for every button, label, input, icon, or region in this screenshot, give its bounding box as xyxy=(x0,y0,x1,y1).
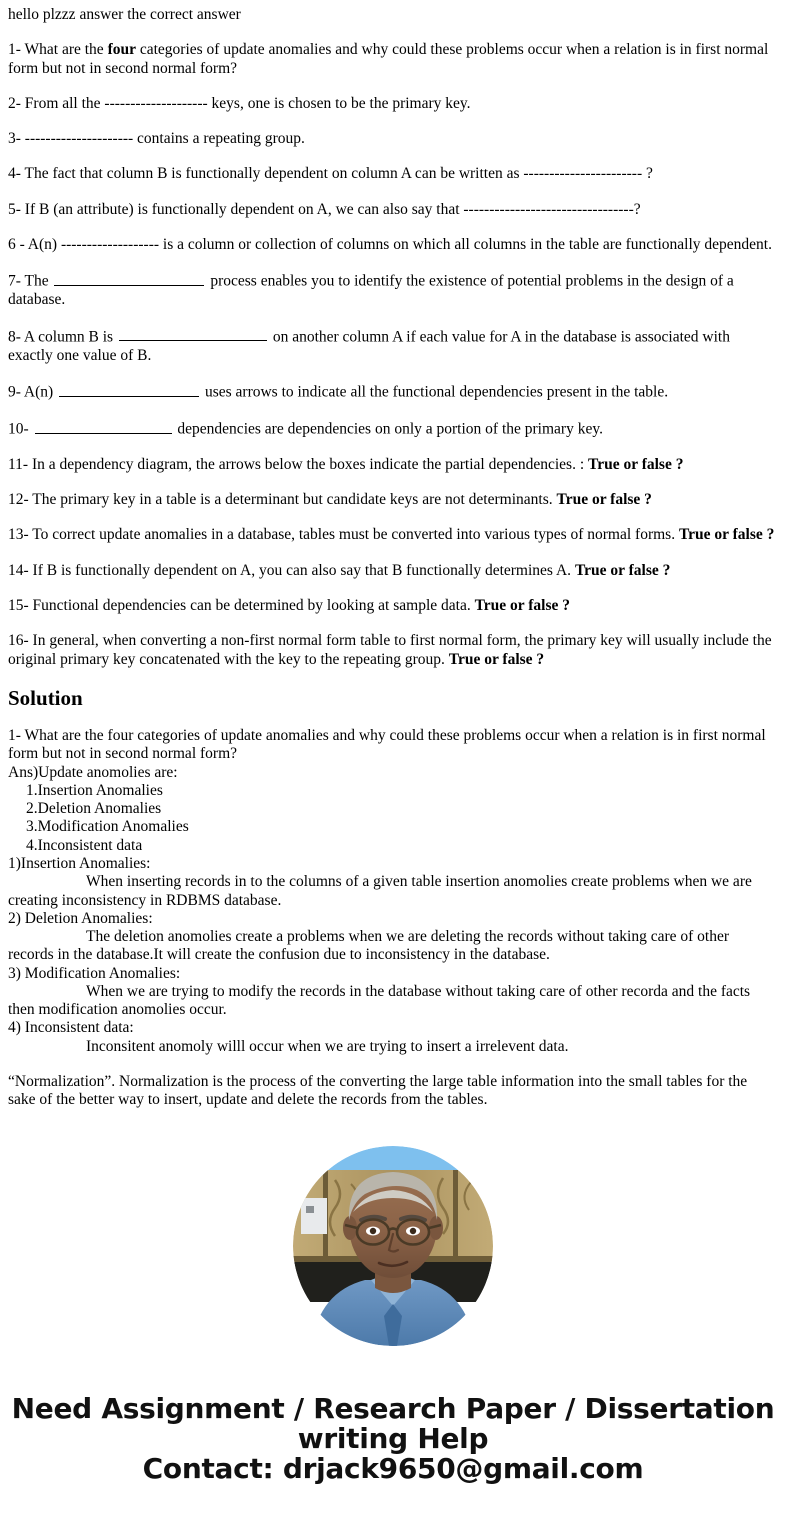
question-12-true-or-false: True or false ? xyxy=(556,491,652,509)
question-4: 4- The fact that column B is functionally dependent on column A can be written as ----------------------- ? xyxy=(8,165,653,183)
question-1-suffix: categories of update anomalies and why could these problems occur when a relation is in first normal form but not in second normal form? xyxy=(8,41,769,77)
question-13 xyxy=(8,526,778,544)
question-7-before: 7- The xyxy=(8,272,53,290)
solution-section-2-body: The deletion anomolies create a problems when we are deleting the records without taking care of other records in the database.It will create the confusion due to inconsistency in the database. xyxy=(8,928,730,964)
solution-section-1-label: 1)Insertion Anomalies: xyxy=(8,854,151,872)
anomaly-list-item-2: 2.Deletion Anomalies xyxy=(26,800,162,818)
footer-line-1: Need Assignment / Research Paper / Dissertation xyxy=(11,1391,775,1425)
question-10-after: dependencies are dependencies on only a portion of the primary key. xyxy=(173,420,603,438)
question-2: 2- From all the -------------------- keys, one is chosen to be the primary key. xyxy=(8,94,471,112)
question-16 xyxy=(8,632,778,669)
question-11-text: 11- In a dependency diagram, the arrows below the boxes indicate the partial dependencies. : xyxy=(8,455,589,473)
question-9 xyxy=(8,382,778,402)
question-7 xyxy=(8,271,778,309)
question-14-true-or-false: True or false ? xyxy=(574,561,671,579)
question-8-blank xyxy=(119,327,267,342)
question-1-prefix: 1- What are the xyxy=(8,41,108,59)
question-16-text: 16- In general, when converting a non-first normal form table to first normal form, the primary key will usually include the original primary key concatenated with the key to the repeating group. xyxy=(8,632,772,668)
question-11 xyxy=(8,456,778,474)
solution-section-3-body: When we are trying to modify the records in the database without taking care of other recorda and the facts then modification anomolies occur. xyxy=(8,982,751,1019)
question-12 xyxy=(8,491,778,509)
intro-line: hello plzzz answer the correct answer xyxy=(8,6,241,23)
anomaly-list-item-3: 3.Modification Anomalies xyxy=(26,818,189,836)
question-7-blank xyxy=(54,271,204,286)
solution-section-4-label: 4) Inconsistent data: xyxy=(8,1019,134,1037)
solution-spacer xyxy=(8,1056,778,1073)
question-11-true-or-false: True or false ? xyxy=(588,455,684,473)
question-5: 5- If B (an attribute) is functionally dependent on A, we can also say that ---------------------------------? xyxy=(8,200,641,218)
solution-heading: Solution xyxy=(8,685,83,710)
question-14 xyxy=(8,562,778,580)
question-10-before: 10- xyxy=(8,420,33,438)
question-9-after: uses arrows to indicate all the functional dependencies present in the table. xyxy=(201,383,669,401)
question-9-before: 9- A(n) xyxy=(8,383,58,401)
question-8-before: 8- A column B is xyxy=(8,328,117,346)
footer-line-3: Contact: drjack9650@gmail.com xyxy=(142,1452,644,1486)
question-10 xyxy=(8,419,778,439)
question-6: 6 - A(n) ------------------- is a column or collection of columns on which all columns in the table are functionally dependent. xyxy=(8,235,772,253)
question-10-blank xyxy=(35,419,172,434)
solution-section-1-body: When inserting records in to the columns of a given table insertion anomolies create problems when we are creating inconsistency in RDBMS database. xyxy=(8,873,752,909)
question-13-text: 13- To correct update anomalies in a database, tables must be converted into various types of normal forms. xyxy=(8,526,679,544)
anomaly-list-item-4: 4.Inconsistent data xyxy=(26,836,143,854)
question-3: 3- --------------------- contains a repeating group. xyxy=(8,130,305,148)
question-16-true-or-false: True or false ? xyxy=(448,650,545,668)
profile-photo-icon xyxy=(293,1146,493,1346)
solution-closing: “Normalization”. Normalization is the process of the converting the large table information into the small tables for the sake of the better way to insert, update and delete the records from the tables. xyxy=(8,1073,748,1109)
question-13-true-or-false: True or false ? xyxy=(678,526,775,544)
question-12-text: 12- The primary key in a table is a determinant but candidate keys are not determinants. xyxy=(8,491,557,509)
avatar-container xyxy=(8,1146,778,1346)
footer-advert xyxy=(8,1391,778,1509)
question-15-true-or-false: True or false ? xyxy=(474,596,570,614)
question-9-blank xyxy=(59,382,199,397)
anomaly-list-item-1: 1.Insertion Anomalies xyxy=(26,781,163,799)
solution-body xyxy=(8,727,778,1110)
solution-section-3-label: 3) Modification Anomalies: xyxy=(8,964,181,982)
question-15 xyxy=(8,597,778,615)
solution-section-2-label: 2) Deletion Anomalies: xyxy=(8,909,153,927)
question-1-bold-word: four xyxy=(107,41,136,59)
question-8 xyxy=(8,327,778,365)
question-7-after: process enables you to identify the existence of potential problems in the design of a database. xyxy=(8,272,734,309)
footer-line-2: writing Help xyxy=(297,1421,489,1455)
question-8-after: on another column A if each value for A in the database is associated with exactly one value of B. xyxy=(8,328,730,364)
solution-restated-question: 1- What are the four categories of update anomalies and why could these problems occur when a relation is in first normal form but not in second normal form? xyxy=(8,726,766,763)
solution-answer-intro: Ans)Update anomolies are: xyxy=(8,763,178,781)
question-15-text: 15- Functional dependencies can be determined by looking at sample data. xyxy=(8,596,475,614)
question-14-text: 14- If B is functionally dependent on A, you can also say that B functionally determines A. xyxy=(8,561,575,579)
solution-section-4-body: Inconsitent anomoly willl occur when we are trying to insert a irrelevent data. xyxy=(86,1037,569,1055)
avatar xyxy=(293,1146,493,1346)
question-1 xyxy=(8,41,778,78)
